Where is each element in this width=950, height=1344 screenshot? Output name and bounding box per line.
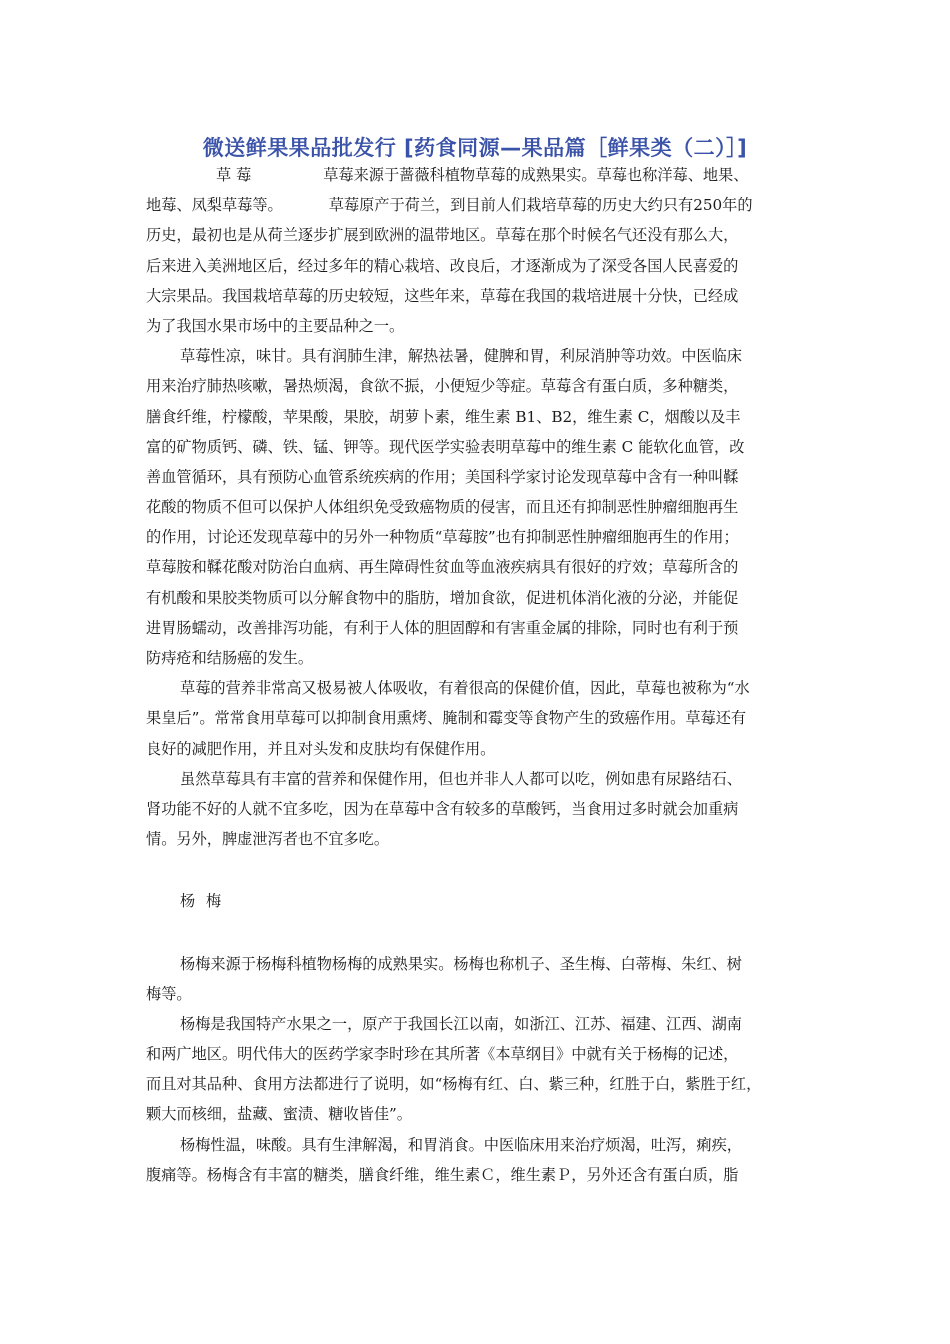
paragraph-line: 善血管循环，具有预防心血管系统疾病的作用；美国科学家讨论发现草莓中含有一种叫鞣 bbox=[146, 467, 739, 486]
paragraph-line: 和两广地区。明代伟大的医药学家李时珍在其所著《本草纲目》中就有关于杨梅的记述， bbox=[146, 1045, 739, 1064]
paragraph-line: 后来进入美洲地区后，经过多年的精心栽培、改良后，才逐渐成为了深受各国人民喜爱的 bbox=[146, 256, 739, 275]
spacer bbox=[146, 917, 810, 949]
paragraph-line: 虽然草莓具有丰富的营养和保健作用，但也并非人人都可以吃，例如患有尿路结石、 bbox=[180, 769, 742, 788]
section-heading-strawberry: 草 莓 bbox=[216, 166, 252, 184]
paragraph-line: 用来治疗肺热咳嗽，暑热烦渴，食欲不振，小便短少等症。草莓含有蛋白质，多种糖类， bbox=[146, 377, 739, 396]
paragraph-line: 膳食纤维，柠檬酸，苹果酸，果胶，胡萝卜素，维生素 B1、B2，维生素 C，烟酸以及丰 bbox=[146, 407, 741, 426]
section-heading-bayberry: 杨 梅 bbox=[180, 892, 225, 911]
paragraph-line: 大宗果品。我国栽培草莓的历史较短，这些年来，草莓在我国的栽培进展十分快，已经成 bbox=[146, 286, 739, 305]
document-body bbox=[146, 160, 810, 1190]
paragraph-line: 富的矿物质钙、磷、铁、锰、钾等。现代医学实验表明草莓中的维生素 C 能软化血管，改 bbox=[146, 437, 745, 456]
paragraph-line: 肾功能不好的人就不宜多吃，因为在草莓中含有较多的草酸钙，当食用过多时就会加重病 bbox=[146, 799, 739, 818]
document-title: 微送鲜果果品批发行 [药食同源—果品篇［鲜果类（二）］] bbox=[202, 136, 748, 160]
paragraph-line: 杨梅是我国特产水果之一，原产于我国长江以南，如浙江、江苏、福建、江西、湖南 bbox=[180, 1014, 742, 1033]
spacer bbox=[146, 854, 810, 886]
paragraph-line: 草莓的营养非常高又极易被人体吸收，有着很高的保健价值，因此，草莓也被称为“水 bbox=[180, 679, 750, 698]
paragraph-line: 历史，最初也是从荷兰逐步扩展到欧洲的温带地区。草莓在那个时候名气还没有那么大， bbox=[146, 226, 739, 245]
paragraph-line: 颗大而核细，盐藏、蜜渍、糖收皆佳”。 bbox=[146, 1105, 412, 1124]
paragraph-line: 腹痛等。杨梅含有丰富的糖类，膳食纤维，维生素Ｃ，维生素Ｐ，另外还含有蛋白质，脂 bbox=[146, 1165, 739, 1184]
paragraph-line: 良好的减肥作用，并且对头发和皮肤均有保健作用。 bbox=[146, 739, 496, 758]
paragraph-line: 草 莓 草莓来源于蔷薇科植物草莓的成熟果实。草莓也称洋莓、地果、 bbox=[216, 166, 749, 184]
paragraph-line: 草莓性凉，味甘。具有润肺生津，解热祛暑，健脾和胃，利尿消肿等功效。中医临床 bbox=[180, 347, 742, 366]
paragraph-line: 草莓胺和鞣花酸对防治白血病、再生障碍性贫血等血液疾病具有很好的疗效；草莓所含的 bbox=[146, 558, 739, 577]
paragraph-line: 情。另外，脾虚泄泻者也不宜多吃。 bbox=[146, 830, 389, 849]
paragraph-line: 果皇后”。常常食用草莓可以抑制食用熏烤、腌制和霉变等食物产生的致癌作用。草莓还有 bbox=[146, 709, 747, 728]
paragraph-line: 防痔疮和结肠癌的发生。 bbox=[146, 649, 314, 667]
paragraph-line: 杨梅来源于杨梅科植物杨梅的成熟果实。杨梅也称机子、圣生梅、白蒂梅、朱红、树 bbox=[180, 954, 742, 973]
paragraph-line: 有机酸和果胶类物质可以分解食物中的脂肪，增加食欲，促进机体消化液的分泌，并能促 bbox=[146, 588, 739, 607]
paragraph-line: 而且对其品种、食用方法都进行了说明，如“杨梅有红、白、紫三种，红胜于白，紫胜于红， bbox=[146, 1075, 762, 1094]
paragraph-line: 的作用，讨论还发现草莓中的另外一种物质“草莓胺”也有抑制恶性肿瘤细胞再生的作用； bbox=[146, 528, 739, 547]
paragraph-line: 杨梅性温，味酸。具有生津解渴，和胃消食。中医临床用来治疗烦渴，吐泻，痢疾， bbox=[180, 1135, 742, 1154]
paragraph-line: 为了我国水果市场中的主要品种之一。 bbox=[146, 316, 405, 335]
paragraph-line: 花酸的物质不但可以保护人体组织免受致癌物质的侵害，而且还有抑制恶性肿瘤细胞再生 bbox=[146, 498, 739, 517]
paragraph-line: 地莓、凤梨草莓等。 草莓原产于荷兰，到目前人们栽培草莓的历史大约只有250年的 bbox=[146, 196, 753, 215]
paragraph-line: 进胃肠蠕动，改善排泻功能，有利于人体的胆固醇和有害重金属的排除，同时也有利于预 bbox=[146, 618, 739, 637]
paragraph-line: 梅等。 bbox=[146, 984, 192, 1003]
